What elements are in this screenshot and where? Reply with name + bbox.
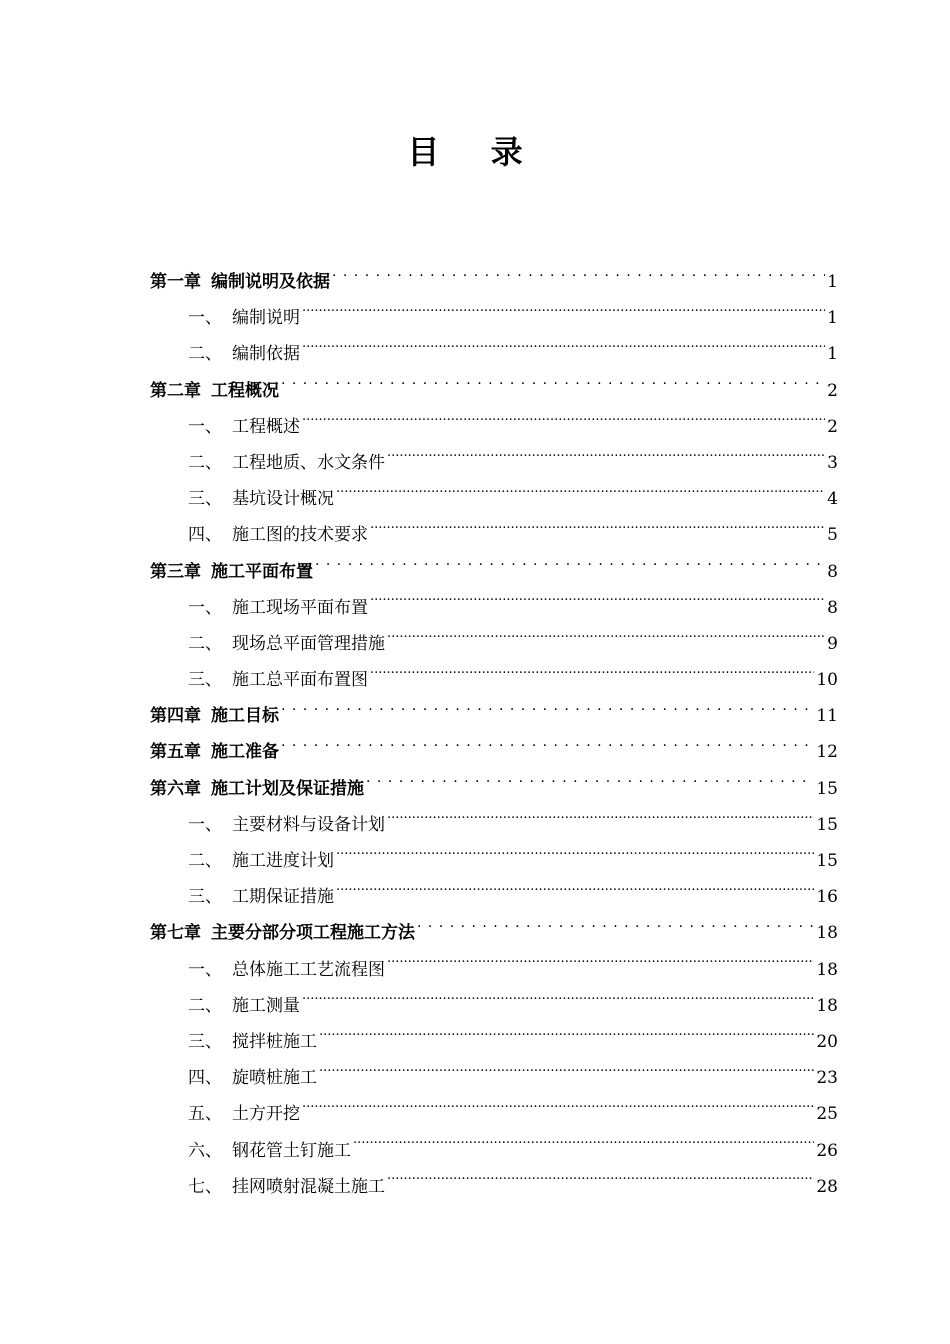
toc-section-entry[interactable] [150, 590, 838, 626]
toc-section-entry[interactable] [150, 1096, 838, 1132]
toc-entry-number: 第三章 [150, 561, 201, 582]
toc-dot-leader [387, 958, 814, 975]
toc-entry-label: 总体施工工艺流程图 [232, 959, 385, 980]
toc-dot-leader [336, 487, 825, 504]
toc-page-number: 1 [827, 344, 838, 365]
toc-page-number: 25 [816, 1104, 838, 1125]
toc-section-entry[interactable] [150, 626, 838, 662]
toc-entry-number: 二、 [188, 452, 222, 473]
toc-section-entry[interactable] [150, 481, 838, 517]
toc-dot-leader [319, 1030, 814, 1047]
toc-section-entry[interactable] [150, 952, 838, 988]
toc-page-number: 18 [816, 959, 838, 980]
toc-page-number: 15 [816, 851, 838, 871]
toc-page-number: 16 [816, 887, 838, 908]
toc-entry-label: 基坑设计概况 [232, 489, 334, 510]
toc-section-entry[interactable] [150, 843, 838, 879]
toc-dot-leader [387, 451, 825, 468]
toc-section-entry[interactable] [150, 1060, 838, 1096]
toc-entry-label: 旋喷桩施工 [232, 1068, 317, 1089]
toc-entry-label: 施工目标 [211, 706, 279, 727]
toc-page-number: 9 [827, 633, 838, 654]
toc-page-number: 15 [816, 814, 838, 835]
toc-entry-number: 一、 [188, 416, 222, 437]
toc-page-number: 26 [816, 1140, 838, 1161]
toc-entry-number: 五、 [188, 1104, 222, 1125]
toc-section-entry[interactable] [150, 336, 838, 372]
toc-entry-label: 工程概况 [211, 380, 279, 401]
toc-dot-leader [281, 379, 825, 396]
toc-entry-label: 施工图的技术要求 [232, 525, 368, 546]
toc-dot-leader [302, 1102, 814, 1119]
toc-dot-leader [315, 560, 825, 577]
toc-entry-number: 第五章 [150, 742, 201, 763]
toc-dot-leader [302, 342, 825, 359]
toc-section-entry[interactable] [150, 445, 838, 481]
toc-title: 目 录 [407, 133, 543, 171]
toc-entry-label: 工程地质、水文条件 [232, 452, 385, 473]
toc-entry-number: 一、 [188, 814, 222, 835]
toc-entry-number: 七、 [188, 1176, 222, 1197]
toc-page-number: 8 [827, 561, 838, 582]
toc-page-number: 10 [816, 670, 838, 691]
toc-dot-leader [302, 415, 825, 432]
toc-dot-leader [336, 885, 814, 902]
toc-chapter-entry[interactable] [150, 373, 838, 409]
toc-dot-leader [387, 1175, 814, 1192]
toc-page-number: 1 [827, 308, 838, 329]
toc-section-entry[interactable] [150, 988, 838, 1024]
toc-dot-leader [332, 270, 825, 287]
toc-page-number: 23 [816, 1068, 838, 1089]
toc-entry-number: 一、 [188, 308, 222, 329]
toc-entry-label: 施工准备 [211, 742, 279, 763]
toc-section-entry[interactable] [150, 1169, 838, 1205]
toc-entry-label: 工程概述 [232, 416, 300, 437]
toc-entry-number: 第六章 [150, 778, 201, 799]
toc-entry-label: 施工计划及保证措施 [211, 778, 364, 799]
toc-chapter-entry[interactable] [150, 264, 838, 300]
toc-dot-leader [336, 849, 814, 866]
toc-chapter-entry[interactable] [150, 771, 838, 807]
toc-entry-number: 第一章 [150, 272, 201, 292]
toc-entry-number: 第四章 [150, 706, 201, 727]
toc-entry-label: 主要材料与设备计划 [232, 814, 385, 835]
toc-entry-label: 施工测量 [232, 995, 300, 1016]
toc-entry-label: 主要分部分项工程施工方法 [211, 923, 415, 944]
toc-page-number: 2 [827, 380, 838, 401]
toc-dot-leader [281, 704, 814, 721]
toc-entry-number: 二、 [188, 344, 222, 365]
toc-entry-label: 现场总平面管理措施 [232, 633, 385, 654]
toc-chapter-entry[interactable] [150, 734, 838, 770]
toc-entry-number: 第七章 [150, 923, 201, 944]
toc-entry-number: 二、 [188, 633, 222, 654]
toc-entry-number: 三、 [188, 670, 222, 691]
toc-entry-label: 工期保证措施 [232, 887, 334, 908]
toc-page-number: 18 [816, 995, 838, 1016]
toc-page-number: 12 [816, 742, 838, 763]
toc-entry-label: 土方开挖 [232, 1104, 300, 1125]
toc-dot-leader [417, 921, 814, 938]
toc-page-number: 11 [816, 706, 838, 727]
toc-dot-leader [370, 668, 814, 685]
toc-page-number: 20 [816, 1031, 838, 1052]
toc-chapter-entry[interactable] [150, 554, 838, 590]
toc-entry-label: 挂网喷射混凝土施工 [232, 1176, 385, 1197]
toc-chapter-entry[interactable] [150, 915, 838, 951]
toc-entry-label: 施工总平面布置图 [232, 670, 368, 691]
toc-dot-leader [370, 523, 825, 540]
toc-entry-label: 施工现场平面布置 [232, 597, 368, 618]
toc-entry-number: 三、 [188, 1031, 222, 1052]
toc-section-entry[interactable] [150, 300, 838, 336]
toc-page-number: 8 [827, 597, 838, 618]
toc-entry-label: 施工进度计划 [232, 851, 334, 871]
toc-page-number: 15 [816, 778, 838, 799]
toc-entry-number: 二、 [188, 995, 222, 1016]
toc-dot-leader [319, 1066, 814, 1083]
toc-entry-label: 搅拌桩施工 [232, 1031, 317, 1052]
toc-dot-leader [302, 994, 814, 1011]
toc-section-entry[interactable] [150, 662, 838, 698]
toc-dot-leader [387, 632, 825, 649]
toc-entry-number: 一、 [188, 959, 222, 980]
table-of-contents [150, 264, 838, 1205]
toc-dot-leader [302, 306, 825, 323]
toc-section-entry[interactable] [150, 1133, 838, 1169]
toc-section-entry[interactable] [150, 1024, 838, 1060]
toc-page-number: 2 [827, 416, 838, 437]
toc-entry-label: 施工平面布置 [211, 561, 313, 582]
toc-page-number: 5 [827, 525, 838, 546]
toc-entry-label: 编制依据 [232, 344, 300, 365]
toc-entry-label: 编制说明及依据 [211, 272, 330, 292]
toc-page-number: 1 [827, 272, 838, 292]
toc-section-entry[interactable] [150, 879, 838, 915]
toc-dot-leader [366, 777, 814, 794]
toc-page-number: 28 [816, 1176, 838, 1197]
toc-section-entry[interactable] [150, 517, 838, 553]
toc-entry-number: 二、 [188, 851, 222, 871]
toc-page-number: 4 [827, 489, 838, 510]
toc-section-entry[interactable] [150, 807, 838, 843]
toc-entry-number: 三、 [188, 887, 222, 908]
toc-entry-number: 三、 [188, 489, 222, 510]
toc-entry-label: 钢花管土钉施工 [232, 1140, 351, 1161]
toc-entry-number: 四、 [188, 525, 222, 546]
toc-dot-leader [281, 740, 814, 757]
toc-dot-leader [353, 1139, 814, 1156]
toc-entry-number: 第二章 [150, 380, 201, 401]
toc-entry-number: 一、 [188, 597, 222, 618]
toc-section-entry[interactable] [150, 409, 838, 445]
toc-entry-label: 编制说明 [232, 308, 300, 329]
toc-dot-leader [387, 813, 814, 830]
toc-entry-number: 六、 [188, 1140, 222, 1161]
toc-page-number: 3 [827, 452, 838, 473]
toc-dot-leader [370, 596, 825, 613]
toc-page-number: 18 [816, 923, 838, 944]
toc-entry-number: 四、 [188, 1068, 222, 1089]
toc-chapter-entry[interactable] [150, 698, 838, 734]
